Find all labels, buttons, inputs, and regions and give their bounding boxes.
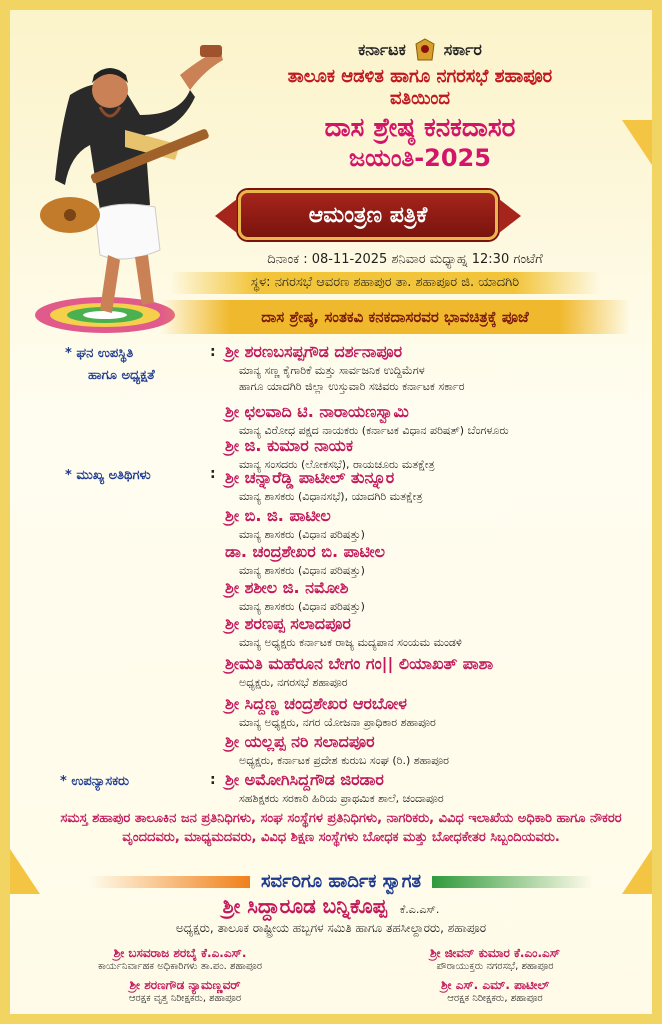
- signatory-desc: ಆರಕ್ಷಕ ನಿರೀಕ್ಷಕರು, ಶಹಾಪೂರ: [447, 993, 543, 1004]
- guest-entry: [225, 542, 385, 578]
- invitation-banner: ಆಮಂತ್ರಣ ಪತ್ರಿಕೆ: [238, 190, 498, 240]
- host-block: [10, 894, 652, 936]
- signatory: [370, 946, 620, 972]
- guest-desc: ಮಾನ್ಯ ಸಣ್ಣ ಕೈಗಾರಿಕೆ ಮತ್ತು ಸಾರ್ವಜನಿಕ ಉದ್ದಿಮೆಗಳ: [239, 364, 425, 377]
- welcome-text: ಸರ್ವರಿಗೂ ಹಾರ್ದಿಕ ಸ್ವಾಗತ: [261, 871, 421, 892]
- guest-desc-2: ಹಾಗೂ ಯಾದಗಿರಿ ಜಿಲ್ಲಾ ಉಸ್ತುವಾರಿ ಸಚಿವರು ಕರ್ನಾಟಕ ಸರ್ಕಾರ: [239, 380, 465, 393]
- office-line-2: ವತಿಯಿಂದ: [389, 87, 451, 109]
- puja-line: ದಾಸ ಶ್ರೇಷ್ಠ, ಸಂತಕವಿ ಕನಕದಾಸರವರ ಭಾವಚಿತ್ರಕ್ಕೆ ಪೂಜೆ: [160, 300, 630, 334]
- office-line-1: ತಾಲೂಕ ಆಡಳಿತ ಹಾಗೂ ನಗರಸಭೆ ಶಹಾಪೂರ: [287, 66, 553, 87]
- signatory: [50, 946, 310, 972]
- welcome-strip: [70, 870, 612, 894]
- guest-name: ಶ್ರೀ ಅಮೋಗಿಸಿದ್ದಗೌಡ ಜಿರಡಾರ: [225, 770, 384, 789]
- guest-desc: ಮಾನ್ಯ ಅಧ್ಯಕ್ಷರು ಕರ್ನಾಟಕ ರಾಜ್ಯ ಮದ್ಯಪಾನ ಸಂಯಮ ಮಂಡಳಿ: [239, 636, 462, 649]
- section-presence: * ಘನ ಉಪಸ್ಥಿತಿ: [65, 346, 134, 361]
- signatory-name: ಶ್ರೀ ಶರಣಗೌಡ ನ್ಯಾಮಣ್ಣವರ್: [129, 978, 241, 992]
- guest-entry: [225, 468, 423, 504]
- signatory-name: ಶ್ರೀ ಎಸ್. ಎಮ್. ಪಾಟೀಲ್: [440, 978, 550, 992]
- signatory-desc: ಕಾರ್ಯನಿರ್ವಾಹಕ ಅಧಿಕಾರಿಗಳು ತಾ.ಪಂ. ಶಹಾಪೂರ: [98, 961, 262, 972]
- host-name-text: ಶ್ರೀ ಸಿದ್ದಾರೂಡ ಬನ್ನಿಕೊಪ್ಪ: [222, 894, 387, 918]
- state-emblem-icon: [414, 38, 436, 62]
- guest-desc: ಮಾನ್ಯ ಅಧ್ಯಕ್ಷರು, ನಗರ ಯೋಜನಾ ಪ್ರಾಧಿಕಾರ ಶಹಾಪೂರ: [239, 716, 436, 729]
- guest-name: ಶ್ರೀ ಯಲ್ಲಪ್ಪ ನರಿ ಸಲಾದಪೂರ: [225, 732, 375, 751]
- colon: :: [210, 466, 216, 482]
- guest-desc: ಮಾನ್ಯ ವಿರೋಧ ಪಕ್ಷದ ನಾಯಕರು (ಕರ್ನಾಟಕ ವಿಧಾನ ಪರಿಷತ್) ಬೆಂಗಳೂರು: [239, 424, 509, 437]
- guest-desc: ಮಾನ್ಯ ಸಂಸದರು (ಲೋಕಸಭೆ), ರಾಯಚೂರು ಮತಕ್ಷೇತ್ರ: [239, 458, 435, 471]
- signatory-desc: ಪೌರಾಯುಕ್ತರು ನಗರಸಭೆ, ಶಹಾಪೂರ: [436, 961, 554, 972]
- guest-entry: [225, 694, 436, 730]
- guest-desc: ಮಾನ್ಯ ಶಾಸಕರು (ವಿಧಾನಸಭೆ), ಯಾದಗಿರಿ ಮತಕ್ಷೇತ್ರ: [239, 490, 423, 503]
- guest-entry: [225, 578, 365, 614]
- host-name: [10, 894, 652, 918]
- guest-name: ಶ್ರೀ ಛಲವಾದಿ ಟಿ. ನಾರಾಯಣಸ್ವಾಮಿ: [225, 402, 409, 421]
- guest-entry: [225, 506, 365, 542]
- guest-name: ಶ್ರೀ ಸಿದ್ದಣ್ಣ ಚಂದ್ರಶೇಖರ ಆರಬೋಳ: [225, 694, 407, 713]
- host-suffix: ಕೆ.ಎ.ಎಸ್.: [399, 903, 440, 916]
- guest-desc: ಮಾನ್ಯ ಶಾಸಕರು (ವಿಧಾನ ಪರಿಷತ್ತು): [239, 528, 365, 541]
- signatory: [70, 978, 300, 1004]
- guest-entry: [225, 342, 465, 394]
- signatory-name: ಶ್ರೀ ಜೀವನ್ ಕುಮಾರ ಕೆ.ಎಂ.ಎಸ್: [429, 946, 561, 960]
- guest-name: ಶ್ರೀ ಶಶೀಲ ಜಿ. ನಮೋಶಿ: [225, 578, 349, 597]
- gov-left: ಕರ್ನಾಟಕ: [358, 40, 406, 59]
- signatory-name: ಶ್ರೀ ಬಸವರಾಜ ಶರಬೈ ಕೆ.ಎ.ಎಸ್.: [113, 946, 247, 960]
- guest-entry: [225, 402, 509, 438]
- section-speakers: * ಉಪನ್ಯಾಸಕರು: [60, 774, 130, 789]
- event-title: ದಾಸ ಶ್ರೇಷ್ಠ ಕನಕದಾಸರ: [324, 112, 516, 143]
- place-line: ಸ್ಥಳ: ನಗರಸಭೆ ಆವರಣ ಶಹಾಪುರ ತಾ. ಶಹಾಪೂರ ಜಿ. ಯಾದಗಿರಿ: [170, 272, 600, 294]
- guest-entry: [225, 770, 444, 806]
- corner-decoration: [0, 834, 40, 894]
- date-line: ದಿನಾಂಕ : 08-11-2025 ಶನಿವಾರ ಮಧ್ಯಾಹ್ನ 12:30 ಗಂಟೆಗೆ: [267, 252, 543, 267]
- host-desc: ಅಧ್ಯಕ್ಷರು, ತಾಲೂಕ ರಾಷ್ಟ್ರೀಯ ಹಬ್ಬಗಳ ಸಮಿತಿ ಹಾಗೂ ತಹಸೀಲ್ದಾರರು, ಶಹಾಪೂರ: [175, 921, 487, 935]
- guest-desc: ಮಾನ್ಯ ಶಾಸಕರು (ವಿಧಾನ ಪರಿಷತ್ತು): [239, 564, 365, 577]
- signatory: [380, 978, 610, 1004]
- signatory-desc: ಆರಕ್ಷಕ ವೃತ್ತ ನಿರೀಕ್ಷಕರು, ಶಹಾಪೂರ: [128, 993, 242, 1004]
- guest-name: ಶ್ರೀ ಜಿ. ಕುಮಾರ ನಾಯಕ: [225, 436, 354, 455]
- guest-entry: [225, 732, 449, 768]
- guest-name: ಶ್ರೀ ಚನ್ನಾರೆಡ್ಡಿ ಪಾಟೀಲ್ ತುನ್ನೂರ: [225, 468, 395, 487]
- government-line: [210, 38, 630, 62]
- invitation-text: ಸಮಸ್ತ ಶಹಾಪುರ ತಾಲೂಕಿನ ಜನ ಪ್ರತಿನಿಧಿಗಳು, ಸಂಘ ಸಂಸ್ಥೆಗಳ ಪ್ರತಿನಿಧಿಗಳು, ನಾಗರಿಕರು, ವಿವಿಧ ಇಲಾಖೆಯ ಅಧಿಕಾರಿ ಹಾಗೂ ನೌಕರರ ವೃಂದದವರು, ಮಾಧ್ಯಮದವರು, ವಿವಿಧ ಶಿಕ್ಷಣ ಸಂಸ್ಥೆಗಳು ಬೋಧಕ ಮತ್ತು ಬೋಧಕೇತರ ಸಿಬ್ಬಂದಿಯವರು.: [60, 811, 622, 845]
- guest-desc: ಅಧ್ಯಕ್ಷರು, ಕರ್ನಾಟಕ ಪ್ರದೇಶ ಕುರುಬ ಸಂಘ (ರಿ.) ಶಹಾಪೂರ: [239, 754, 449, 767]
- colon: :: [210, 772, 216, 788]
- colon: :: [210, 344, 216, 360]
- guest-desc: ಮಾನ್ಯ ಶಾಸಕರು (ವಿಧಾನ ಪರಿಷತ್ತು): [239, 600, 365, 613]
- guest-desc: ಅಧ್ಯಕ್ಷರು, ನಗರಸಭೆ ಶಹಾಪೂರ: [239, 676, 348, 689]
- guest-entry: [225, 436, 435, 472]
- guest-entry: [225, 614, 462, 650]
- guest-name: ಶ್ರೀ ಶರಣಪ್ಪ ಸಲಾದಪೂರ: [225, 614, 351, 633]
- guest-entry: [225, 654, 493, 690]
- section-presence-2: ಹಾಗೂ ಅಧ್ಯಕ್ಷತೆ: [88, 368, 155, 383]
- section-chief-guests: * ಮುಖ್ಯ ಅತಿಥಿಗಳು: [65, 468, 151, 483]
- guest-desc: ಸಹಶಿಕ್ಷಕರು ಸರಕಾರಿ ಹಿರಿಯ ಪ್ರಾಥಮಿಕ ಶಾಲೆ, ಚಂದಾಪೂರ: [239, 792, 444, 805]
- header: [210, 38, 630, 172]
- guest-name: ಶ್ರೀ ಶರಣಬಸಪ್ಪಗೌಡ ದರ್ಶನಾಪೂರ: [225, 342, 403, 361]
- event-subtitle: ಜಯಂತಿ-2025: [349, 143, 491, 172]
- guest-name: ಡಾ. ಚಂದ್ರಶೇಖರ ಬಿ. ಪಾಟೀಲ: [225, 542, 385, 561]
- guest-name: ಶ್ರೀಮತಿ ಮಹೆರೂನ ಬೇಗಂ ಗಂ|| ಲಿಯಾಖತ್ ಪಾಶಾ: [225, 654, 494, 673]
- guest-name: ಶ್ರೀ ಬಿ. ಜಿ. ಪಾಟೀಲ: [225, 506, 331, 525]
- gov-right: ಸರ್ಕಾರ: [443, 40, 482, 59]
